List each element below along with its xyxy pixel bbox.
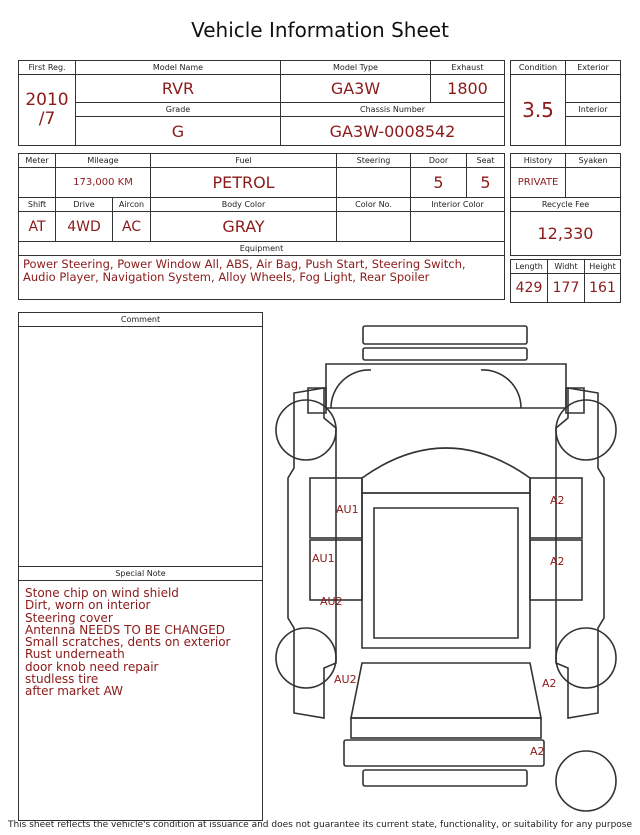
color-no-value <box>337 212 411 242</box>
special-note-list <box>19 581 262 698</box>
wheel-front-right <box>556 400 616 460</box>
spare-wheel <box>556 751 616 811</box>
body-color-value: GRAY <box>151 212 337 242</box>
damage-mark: A2 <box>550 494 565 507</box>
model-type-value: GA3W <box>281 75 431 103</box>
height-value: 161 <box>585 274 621 303</box>
chassis-label: Chassis Number <box>281 103 505 117</box>
rear-lip <box>363 770 527 786</box>
front-bumper <box>363 326 527 344</box>
meter-value <box>19 168 56 198</box>
note-item: after market AW <box>25 684 124 699</box>
note-item: Dirt, worn on interior <box>25 598 151 613</box>
note-item: Steering cover <box>25 610 113 625</box>
mileage-value: 173,000 KM <box>56 168 151 198</box>
equipment-label: Equipment <box>19 242 505 256</box>
damage-mark: AU1 <box>312 552 335 565</box>
drive-value: 4WD <box>56 212 113 242</box>
damage-mark: A2 <box>550 555 565 568</box>
note-item: Antenna NEEDS TO BE CHANGED <box>25 622 226 637</box>
sheet-title: Vehicle Information Sheet <box>191 18 449 42</box>
history-value: PRIVATE <box>511 168 566 198</box>
first-reg-value: 2010 /7 <box>19 75 76 146</box>
roof <box>362 493 530 648</box>
special-note-label: Special Note <box>19 567 262 581</box>
vehicle-spec-table <box>18 153 505 300</box>
condition-value: 3.5 <box>511 75 566 146</box>
steering-label: Steering <box>337 154 411 168</box>
wheel-rear-right <box>556 628 616 688</box>
meter-label: Meter <box>19 154 56 168</box>
note-item: Rust underneath <box>25 647 125 662</box>
length-label: Length <box>511 260 548 274</box>
model-name-label: Model Name <box>76 61 281 75</box>
special-note-panel <box>18 566 263 821</box>
headlight-right <box>481 370 521 408</box>
first-reg-label: First Reg. <box>19 61 76 75</box>
syaken-value <box>566 168 621 198</box>
dimensions-table <box>510 259 621 303</box>
comment-label: Comment <box>19 313 262 327</box>
fuel-value: PETROL <box>151 168 337 198</box>
door-value: 5 <box>411 168 467 198</box>
equipment-value: Power Steering, Power Window All, ABS, Air Bag, Push Start, Steering Switch, Audio Player, Navigation System, Alloy Wheels, Fog Light, Rear Spoiler <box>19 256 505 300</box>
interior-color-value <box>411 212 505 242</box>
front-lip <box>363 348 527 360</box>
note-item: Small scratches, dents on exterior <box>25 635 231 650</box>
note-item: door knob need repair <box>25 659 159 674</box>
aircon-label: Aircon <box>113 198 151 212</box>
note-item: Stone chip on wind shield <box>25 586 179 600</box>
headlight-left <box>331 370 371 408</box>
roof-inner <box>374 508 518 638</box>
shift-label: Shift <box>19 198 56 212</box>
grade-value: G <box>76 117 281 146</box>
fuel-label: Fuel <box>151 154 337 168</box>
aircon-value: AC <box>113 212 151 242</box>
damage-mark: AU2 <box>320 595 343 608</box>
damage-mark: AU2 <box>334 673 357 686</box>
height-label: Height <box>585 260 621 274</box>
exterior-value <box>566 75 621 103</box>
exhaust-label: Exhaust <box>431 61 505 75</box>
grade-label: Grade <box>76 103 281 117</box>
damage-mark: AU1 <box>336 503 359 516</box>
vehicle-info-table <box>18 60 505 146</box>
rear-bumper <box>344 740 544 766</box>
wheel-front-left <box>276 400 336 460</box>
chassis-value: GA3W-0008542 <box>281 117 505 146</box>
note-item: studless tire <box>25 672 99 687</box>
damage-mark: A2 <box>542 677 557 690</box>
shift-value: AT <box>19 212 56 242</box>
body-color-label: Body Color <box>151 198 337 212</box>
mileage-label: Mileage <box>56 154 151 168</box>
width-label: Widht <box>548 260 585 274</box>
rear-window <box>351 663 541 718</box>
windshield <box>362 448 530 493</box>
width-value: 177 <box>548 274 585 303</box>
exterior-label: Exterior <box>566 61 621 75</box>
right-side-panel <box>556 388 604 718</box>
steering-value <box>337 168 411 198</box>
length-value: 429 <box>511 274 548 303</box>
tailgate <box>351 718 541 738</box>
syaken-label: Syaken <box>566 154 621 168</box>
interior-color-label: Interior Color <box>411 198 505 212</box>
model-type-label: Model Type <box>281 61 431 75</box>
comment-panel <box>18 312 263 567</box>
exhaust-value: 1800 <box>431 75 505 103</box>
interior-value <box>566 117 621 146</box>
history-label: History <box>511 154 566 168</box>
car-diagram <box>266 318 626 818</box>
condition-table <box>510 60 621 146</box>
recycle-fee-value: 12,330 <box>511 212 621 256</box>
wheel-rear-left <box>276 628 336 688</box>
door-label: Door <box>411 154 467 168</box>
seat-value: 5 <box>467 168 505 198</box>
condition-label: Condition <box>511 61 566 75</box>
interior-label: Interior <box>566 103 621 117</box>
seat-label: Seat <box>467 154 505 168</box>
recycle-fee-label: Recycle Fee <box>511 198 621 212</box>
model-name-value: RVR <box>76 75 281 103</box>
color-no-label: Color No. <box>337 198 411 212</box>
damage-mark: A2 <box>530 745 545 758</box>
drive-label: Drive <box>56 198 113 212</box>
history-table <box>510 153 621 256</box>
footer-disclaimer: This sheet reflects the vehicle's condition at issuance and does not guarantee its current state, functionality, or suitability for any purpose <box>7 820 633 830</box>
